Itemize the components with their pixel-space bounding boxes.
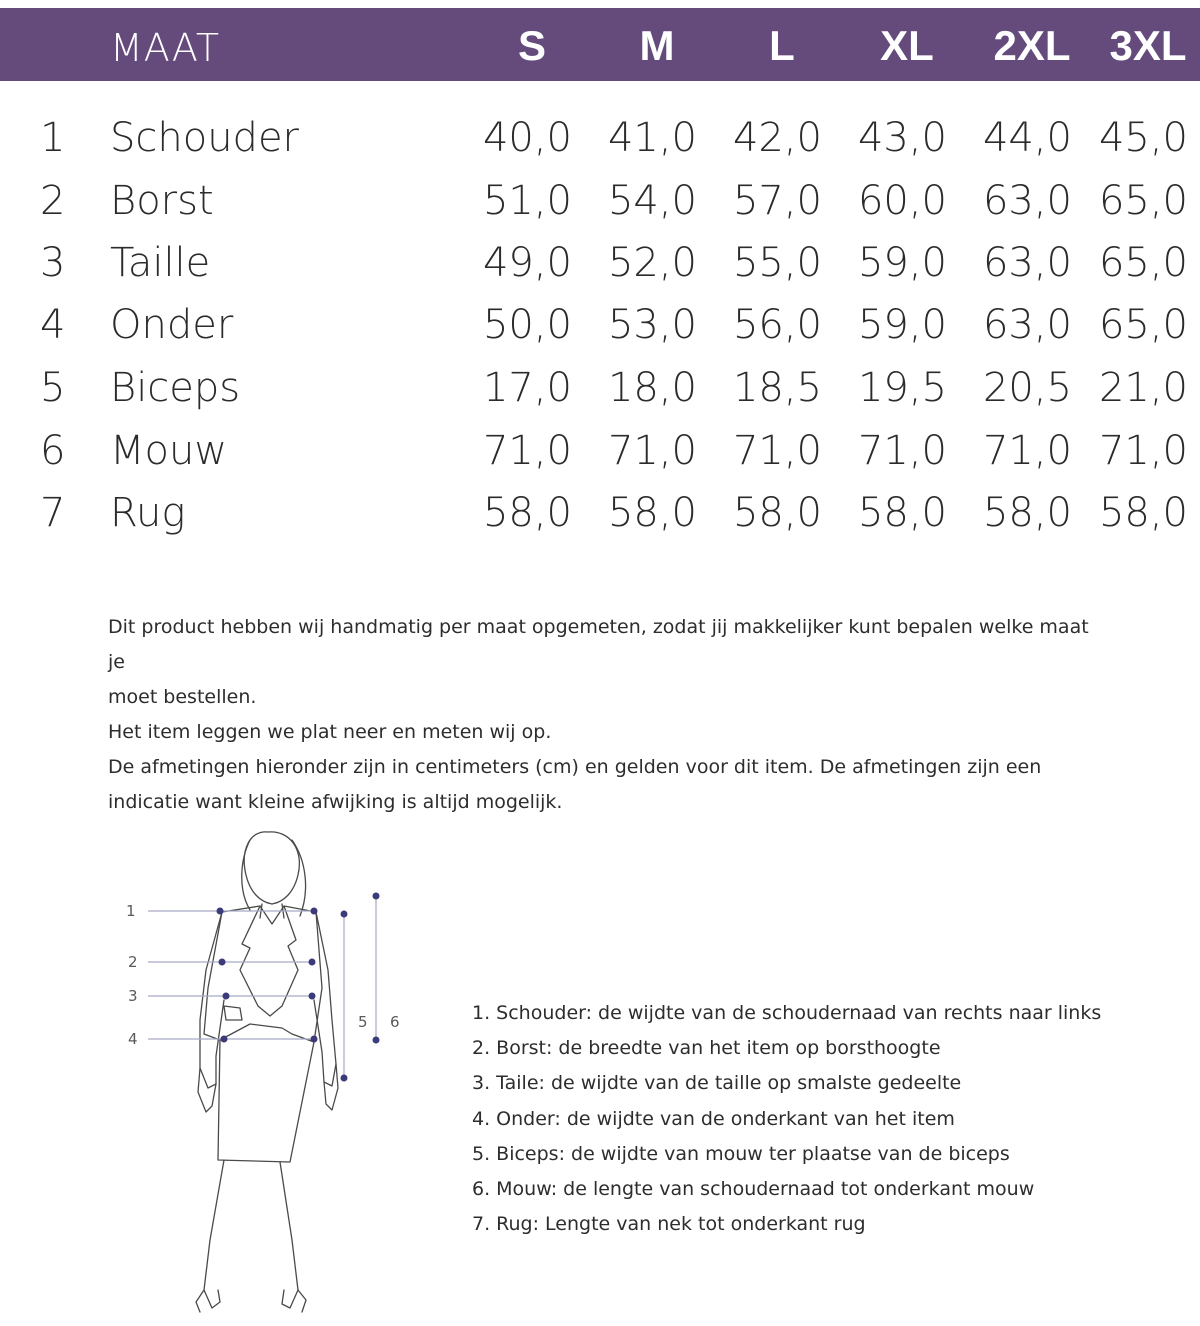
row-label: Borst — [110, 178, 214, 224]
measurement-intro-text — [108, 610, 1098, 820]
legend-item: 5. Biceps: de wijdte van mouw ter plaatse van de biceps — [472, 1142, 1010, 1165]
legend-item: 4. Onder: de wijdte van de onderkant van het item — [472, 1107, 955, 1130]
cell-value: 45,0 — [1098, 115, 1188, 161]
cell-value: 41,0 — [607, 115, 697, 161]
row-number: 1 — [40, 115, 66, 161]
cell-value: 71,0 — [1098, 428, 1188, 474]
cell-value: 65,0 — [1098, 178, 1188, 224]
table-row — [0, 365, 1200, 425]
cell-value: 19,5 — [857, 365, 947, 411]
cell-value: 58,0 — [732, 490, 822, 536]
legend-item: 3. Taile: de wijdte van de taille op smalste gedeelte — [472, 1072, 962, 1095]
cell-value: 52,0 — [607, 240, 697, 286]
size-col-2xl: 2XL — [993, 22, 1071, 69]
intro-line: De afmetingen hieronder zijn in centimeters (cm) en gelden voor dit item. De afmetingen zijn een — [108, 756, 1042, 778]
cell-value: 49,0 — [482, 240, 572, 286]
cell-value: 20,5 — [982, 365, 1072, 411]
intro-line: moet bestellen. — [108, 686, 257, 708]
row-label: Schouder — [110, 115, 300, 161]
cell-value: 71,0 — [982, 428, 1072, 474]
table-row — [0, 302, 1200, 362]
cell-value: 71,0 — [857, 428, 947, 474]
row-number: 5 — [40, 365, 66, 411]
size-col-l: L — [769, 22, 795, 69]
row-number: 7 — [40, 490, 66, 536]
cell-value: 40,0 — [482, 115, 572, 161]
row-number: 4 — [40, 302, 66, 348]
figure-marker-1: 1 — [126, 902, 136, 920]
row-number: 3 — [40, 240, 66, 286]
table-row — [0, 428, 1200, 488]
cell-value: 71,0 — [482, 428, 572, 474]
cell-value: 63,0 — [982, 240, 1072, 286]
table-row — [0, 490, 1200, 550]
size-col-m: M — [639, 22, 675, 69]
cell-value: 42,0 — [732, 115, 822, 161]
cell-value: 71,0 — [607, 428, 697, 474]
row-label: Taille — [110, 240, 211, 286]
figure-marker-2: 2 — [128, 953, 138, 971]
jacket-figure-illustration — [100, 820, 440, 1320]
row-label: Rug — [110, 490, 186, 536]
size-table-header — [0, 8, 1200, 81]
cell-value: 63,0 — [982, 178, 1072, 224]
legend-item: 2. Borst: de breedte van het item op borsthoogte — [472, 1037, 941, 1060]
cell-value: 65,0 — [1098, 302, 1188, 348]
size-col-3xl: 3XL — [1109, 22, 1187, 69]
size-col-xl: XL — [880, 22, 934, 69]
table-row — [0, 115, 1200, 175]
cell-value: 65,0 — [1098, 240, 1188, 286]
legend-item: 6. Mouw: de lengte van schoudernaad tot onderkant mouw — [472, 1178, 1035, 1201]
cell-value: 18,0 — [607, 365, 697, 411]
intro-line: Het item leggen we plat neer en meten wij op. — [108, 721, 552, 743]
cell-value: 54,0 — [607, 178, 697, 224]
cell-value: 71,0 — [732, 428, 822, 474]
measurement-figure — [100, 820, 440, 1320]
intro-line: Dit product hebben wij handmatig per maat opgemeten, zodat jij makkelijker kunt bepalen welke maat je — [108, 616, 1089, 673]
figure-marker-4: 4 — [128, 1030, 138, 1048]
cell-value: 43,0 — [857, 115, 947, 161]
row-number: 2 — [40, 178, 66, 224]
row-label: Onder — [110, 302, 234, 348]
figure-marker-6: 6 — [390, 1013, 400, 1031]
size-col-s: S — [517, 22, 546, 69]
cell-value: 58,0 — [482, 490, 572, 536]
row-number: 6 — [40, 428, 66, 474]
cell-value: 63,0 — [982, 302, 1072, 348]
cell-value: 58,0 — [857, 490, 947, 536]
table-row — [0, 178, 1200, 238]
legend-item: 7. Rug: Lengte van nek tot onderkant rug — [472, 1213, 866, 1236]
cell-value: 57,0 — [732, 178, 822, 224]
cell-value: 50,0 — [482, 302, 572, 348]
row-label: Mouw — [110, 428, 228, 474]
size-header-label: MAAT — [110, 26, 221, 70]
row-label: Biceps — [110, 365, 241, 411]
cell-value: 51,0 — [482, 178, 572, 224]
cell-value: 21,0 — [1098, 365, 1188, 411]
legend-item: 1. Schouder: de wijdte van de schoudernaad van rechts naar links — [472, 1002, 1102, 1024]
cell-value: 59,0 — [857, 240, 947, 286]
cell-value: 58,0 — [607, 490, 697, 536]
cell-value: 58,0 — [982, 490, 1072, 536]
cell-value: 60,0 — [857, 178, 947, 224]
cell-value: 17,0 — [482, 365, 572, 411]
measurement-legend — [472, 996, 1172, 1242]
cell-value: 53,0 — [607, 302, 697, 348]
cell-value: 56,0 — [732, 302, 822, 348]
cell-value: 55,0 — [732, 240, 822, 286]
cell-value: 18,5 — [732, 365, 822, 411]
cell-value: 44,0 — [982, 115, 1072, 161]
table-row — [0, 240, 1200, 300]
cell-value: 58,0 — [1098, 490, 1188, 536]
figure-marker-5: 5 — [358, 1013, 368, 1031]
figure-marker-3: 3 — [128, 987, 138, 1005]
cell-value: 59,0 — [857, 302, 947, 348]
intro-line: indicatie want kleine afwijking is altijd mogelijk. — [108, 791, 563, 813]
